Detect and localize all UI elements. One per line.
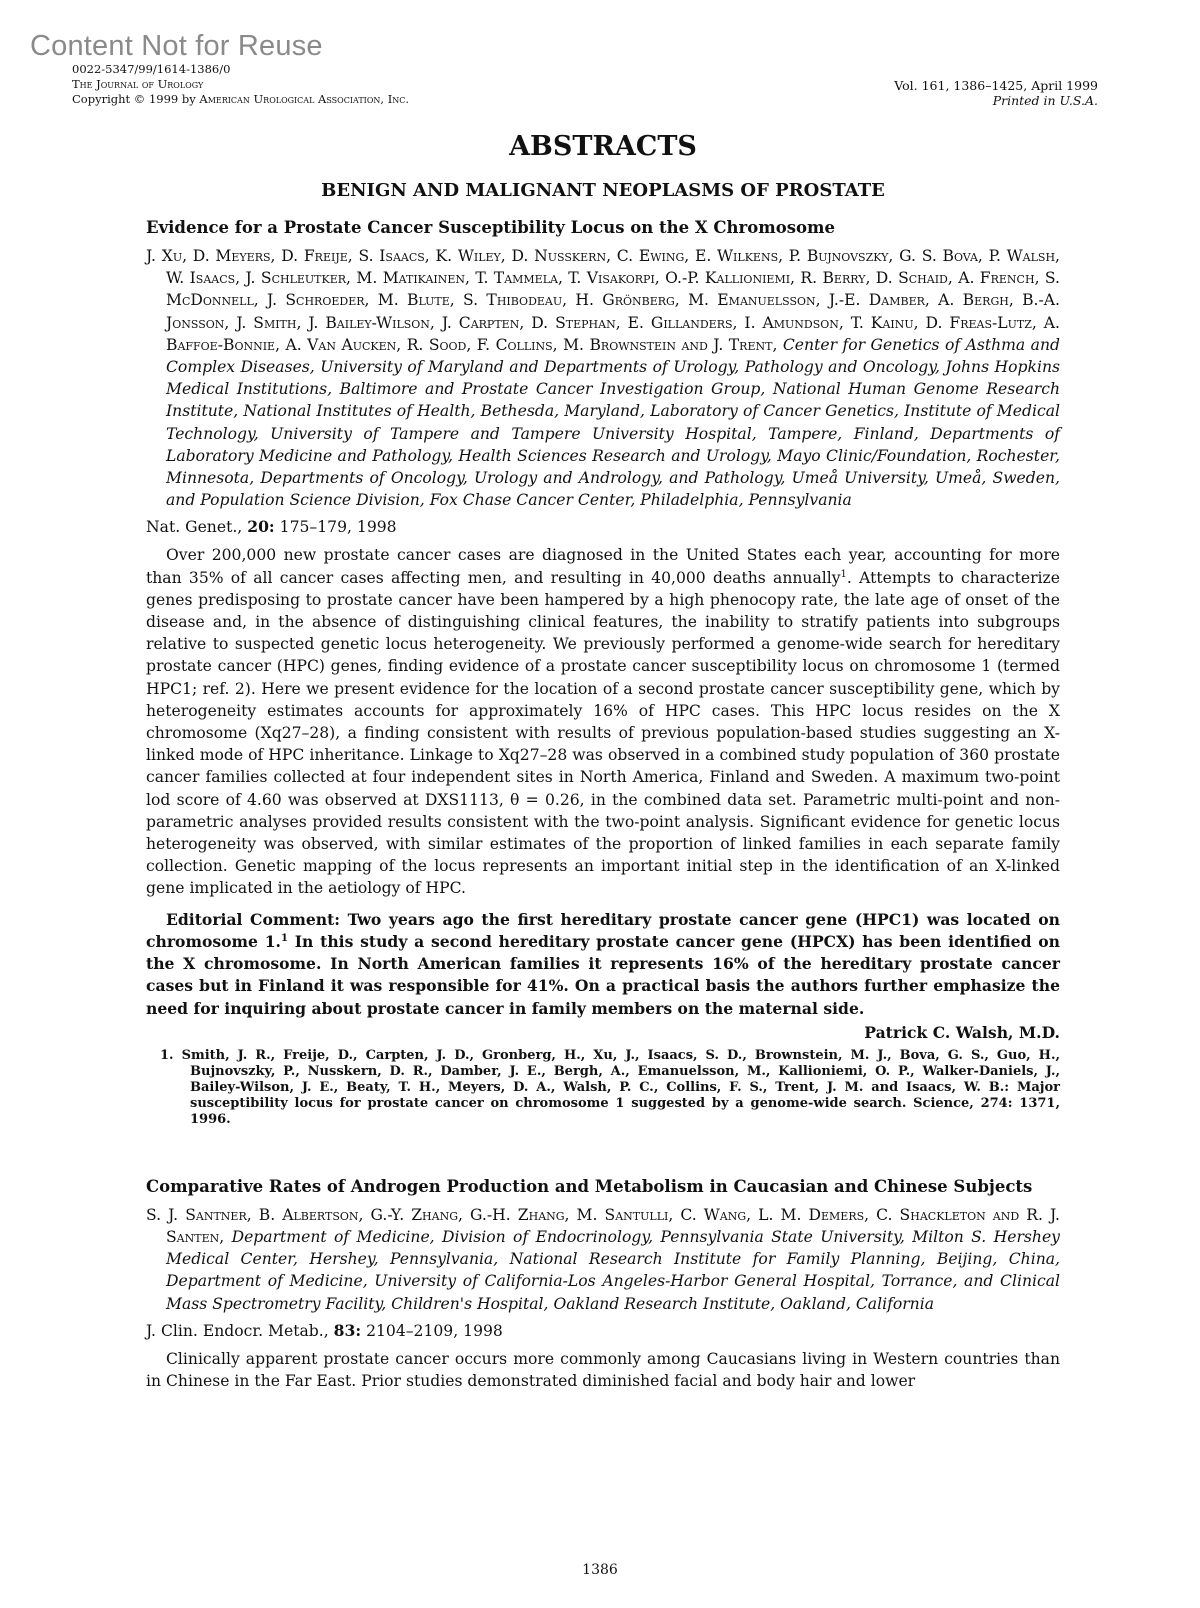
page-number: 1386 — [582, 1562, 618, 1578]
citation-journal: J. Clin. Endocr. Metab., — [146, 1321, 329, 1340]
section-title: BENIGN AND MALIGNANT NEOPLASMS OF PROSTATE — [321, 180, 885, 201]
copyright-prefix: Copyright © 1999 by — [72, 92, 200, 106]
page-title: ABSTRACTS — [509, 131, 697, 162]
copyright-line — [72, 92, 409, 107]
article-2 — [146, 1176, 1060, 1392]
article-citation — [146, 1320, 1060, 1342]
article-1 — [146, 217, 1060, 1128]
editorial-text-cont: In this study a second hereditary prostate cancer gene (HPCX) has been identified on the X chromosome. In North American families it represents 16% of the hereditary prostate cancer cases but in Finland it was responsible for 41%. On a practical basis the authors further emphasize the need for inquiring about prostate cancer in family members on the maternal side. — [146, 931, 1060, 1018]
article-citation — [146, 516, 1060, 538]
author-names: J. Xu, D. Meyers, D. Freije, S. Isaacs, K. Wiley, D. Nusskern, C. Ewing, E. Wilkens, P. Bujnovszky, G. S. Bova, P. Walsh, W. Isaacs, J. Schleutker, M. Matikainen, T. Tammela, T. Visakorpi, O.-P. Kallioniemi, R. Berry, D. Schaid, A. French, S. McDonnell, J. Schroeder, M. Blute, S. Thibodeau, H. Grönberg, M. Emanuelsson, J.-E. Damber, A. Bergh, B.-A. Jonsson, J. Smith, J. Bailey-Wilson, J. Carpten, D. Stephan, E. Gillanders, I. Amundson, T. Kainu, D. Freas-Lutz, A. Baffoe-Bonnie, A. Van Aucken, R. Sood, F. Collins, M. Brownstein and J. Trent, — [146, 247, 1060, 354]
article-abstract — [146, 544, 1060, 899]
abstract-text: Over 200,000 new prostate cancer cases are diagnosed in the United States each year, accounting for more than 35% of all cancer cases affecting men, and resulting in 40,000 deaths annually — [146, 546, 1060, 587]
volume-info: Vol. 161, 1386–1425, April 1999 — [894, 78, 1098, 93]
author-affiliation: Center for Genetics of Asthma and Complex Diseases, University of Maryland and Departments of Urology, Pathology and Oncology, Johns Hopkins Medical Institutions, Baltimore and Prostate Cancer Investigation Group, National Human Genome Research Institute, National Institutes of Health, Bethesda, Maryland, Laboratory of Cancer Genetics, Institute of Medical Technology, University of Tampere and Tampere University Hospital, Tampere, Finland, Departments of Laboratory Medicine and Pathology, Health Sciences Research and Urology, Mayo Clinic/Foundation, Rochester, Minnesota, Departments of Oncology, Urology and Andrology, and Pathology, Umeå University, Umeå, Sweden, and Population Science Division, Fox Chase Cancer Center, Philadelphia, Pennsylvania — [166, 335, 1061, 510]
reference-item: 1. Smith, J. R., Freije, D., Carpten, J. D., Gronberg, H., Xu, J., Isaacs, S. D., Brownstein, M. J., Bova, G. S., Guo, H., Bujnovszky, P., Nusskern, D. R., Damber, J. E., Bergh, A., Emanuelsson, M., Kallioniemi, O. P., Walker-Daniels, J., Bailey-Wilson, J. E., Beaty, T. H., Meyers, D. A., Walsh, P. C., Collins, F. S., Trent, J. M. and Isaacs, W. B.: Major susceptibility locus for prostate cancer on chromosome 1 suggested by a genome-wide search. Science, 274: 1371, 1996. — [160, 1047, 1060, 1127]
article-title: Evidence for a Prostate Cancer Susceptibility Locus on the X Chromosome — [146, 218, 835, 237]
article-authors — [146, 1204, 1060, 1315]
citation-volume: 83: — [333, 1320, 362, 1340]
copyright-org: American Urological Association, Inc. — [199, 92, 410, 106]
article-authors — [146, 245, 1060, 511]
watermark: Content Not for Reuse — [30, 30, 323, 62]
citation-pages: 2104–2109, 1998 — [366, 1321, 503, 1340]
editorial-signature: Patrick C. Walsh, M.D. — [864, 1022, 1060, 1042]
page-content — [146, 130, 1060, 1392]
citation-volume: 20: — [247, 517, 275, 537]
volume-header — [894, 78, 1098, 108]
article-title: Comparative Rates of Androgen Production and Metabolism in Caucasian and Chinese Subjects — [146, 1176, 1033, 1196]
citation-pages: 175–179, 1998 — [279, 518, 397, 537]
abstract-text-cont: . Attempts to characterize genes predisposing to prostate cancer have been hampered by a high phenocopy rate, the late age of onset of the disease and, in the absence of distinguishing clinical features, the inability to stratify patients into subgroups relative to suspected genetic locus heterogeneity. We previously performed a genome-wide search for hereditary prostate cancer (HPC) genes, finding evidence of a prostate cancer susceptibility locus on chromosome 1 (termed HPC1; ref. 2). Here we present evidence for the location of a second prostate cancer susceptibility gene, which by heterogeneity estimates accounts for approximately 16% of HPC cases. This HPC locus resides on the X chromosome (Xq27–28), a finding consistent with results of previous population-based studies suggesting an X-linked mode of HPC inheritance. Linkage to Xq27–28 was observed in a combined study population of 360 prostate cancer families collected at four independent sites in North America, Finland and Sweden. A maximum two-point lod score of 4.60 was observed at DXS1113, θ = 0.26, in the combined data set. Parametric multi-point and non-parametric analyses provided results consistent with the two-point analysis. Significant evidence for genetic locus heterogeneity was observed, with similar estimates of the proportion of linked families in each separate family collection. Genetic mapping of the locus represents an important initial step in the identification of an X-linked gene implicated in the aetiology of HPC. — [146, 568, 1060, 898]
journal-header — [72, 62, 409, 107]
printed-info: Printed in U.S.A. — [992, 93, 1098, 108]
editorial-comment — [146, 909, 1060, 1020]
journal-code: 0022-5347/99/1614-1386/0 — [72, 62, 231, 76]
footnote-marker: 1 — [840, 568, 847, 580]
footnote-marker: 1 — [281, 932, 288, 944]
author-names: S. J. Santner, B. Albertson, G.-Y. Zhang, G.-H. Zhang, M. Santulli, C. Wang, L. M. Demers, C. Shackleton and R. J. Santen, — [146, 1205, 1060, 1246]
citation-journal: Nat. Genet., — [146, 518, 243, 537]
article-abstract: Clinically apparent prostate cancer occurs more commonly among Caucasians living in Western countries than in Chinese in the Far East. Prior studies demonstrated diminished facial and body hair and lower — [146, 1349, 1060, 1390]
author-affiliation: Department of Medicine, Division of Endocrinology, Pennsylvania State University, Milton S. Hershey Medical Center, Hershey, Pennsylvania, National Research Institute for Family Planning, Beijing, China, Department of Medicine, University of California-Los Angeles-Harbor General Hospital, Torrance, and Clinical Mass Spectrometry Facility, Children's Hospital, Oakland Research Institute, Oakland, California — [166, 1227, 1060, 1313]
journal-name: The Journal of Urology — [72, 77, 204, 91]
editorial-text: Editorial Comment: Two years ago the first hereditary prostate cancer gene (HPC1) was located on chromosome 1. — [146, 909, 1060, 951]
